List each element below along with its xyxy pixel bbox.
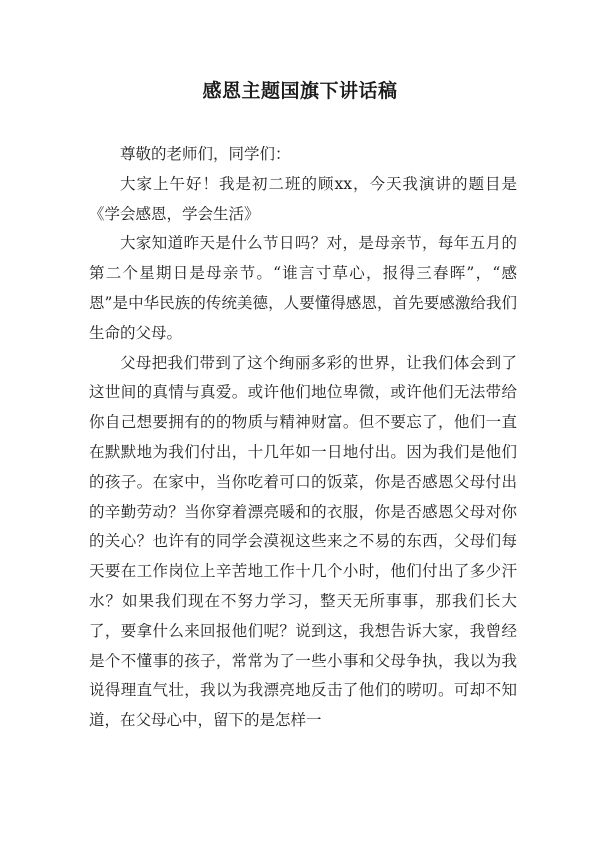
paragraph-parents: 父母把我们带到了这个绚丽多彩的世界，让我们体会到了这世间的真情与真爱。或许他们地位卑微，或许他们无法带给你自己想要拥有的的物质与精神财富。但不要忘了，他们一直在默默地为我们付出，十几年如一日地付出。因为我们是他们的孩子。在家中，当你吃着可口的饭菜，你是否感恩父母付出的辛勤劳动？当你穿着漂亮暖和的衣服，你是否感恩父母对你的关心？也许有的同学会漠视这些来之不易的东西，父母们每天要在工作岗位上辛苦地工作十几个小时，他们付出了多少汗水？如果我们现在不努力学习，整天无所事事，那我们长大了，要拿什么来回报他们呢？说到这，我想告诉大家，我曾经是个不懂事的孩子，常常为了一些小事和父母争执，我以为我说得理直气壮，我以为我漂亮地反击了他们的唠叨。可却不知道，在父母心中，留下的是怎样一 bbox=[89, 353, 517, 730]
document-body bbox=[89, 140, 517, 736]
paragraph-introduction: 大家上午好！我是初二班的顾xx，今天我演讲的题目是《学会感恩，学会生活》 bbox=[89, 174, 517, 223]
document-title: 感恩主题国旗下讲话稿 bbox=[202, 80, 398, 102]
paragraph-mothers-day: 大家知道昨天是什么节日吗？对，是母亲节，每年五月的第二个星期日是母亲节。“谁言寸草心，报得三春晖”，“感恩”是中华民族的传统美德，人要懂得感恩，首先要感激给我们生命的父母。 bbox=[89, 234, 517, 342]
paragraph-greeting: 尊敬的老师们，同学们： bbox=[120, 145, 291, 163]
